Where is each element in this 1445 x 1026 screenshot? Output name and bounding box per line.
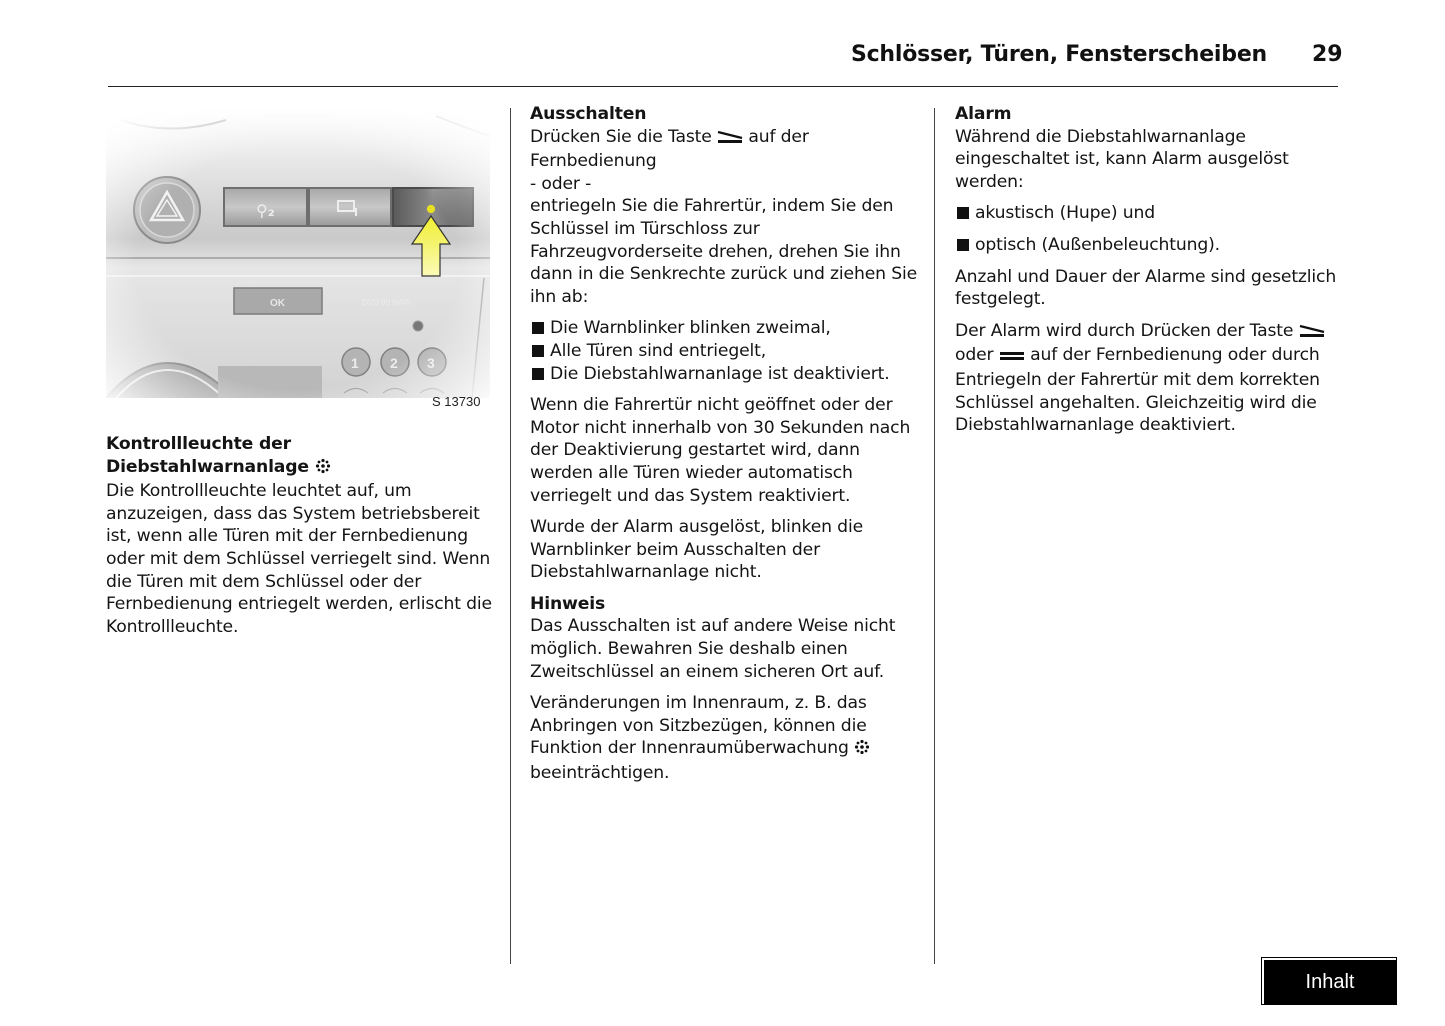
column-1	[106, 433, 496, 647]
contents-button[interactable]: Inhalt	[1262, 958, 1396, 1004]
list-item: akustisch (Hupe) und	[955, 202, 1347, 225]
alarm-type-list	[955, 202, 1347, 256]
lock-key-icon	[999, 346, 1025, 369]
column-divider-right	[934, 108, 935, 964]
kontrollleuchte-text: Die Kontrollleuchte leuchtet auf, um anzuzeigen, dass das System betriebsbereit ist, wenn alle Türen mit der Fernbedienung oder mit dem Schlüssel verriegelt sind. Wenn die Türen mit dem Schlüssel oder der Fernbedienung entriegelt werden, erlischt die Kontrollleuchte.	[106, 481, 492, 637]
note-text: Das Ausschalten ist auf andere Weise nicht möglich. Bewahren Sie deshalb einen Zweitschlüssel an einem sicheren Ort auf.	[530, 616, 896, 682]
ausschalten-alt-text: entriegeln Sie die Fahrertür, indem Sie den Schlüssel im Türschloss zur Fahrzeugvorderseite drehen, drehen Sie ihn dann in die Senkrechte zurück und ziehen Sie ihn ab:	[530, 196, 918, 307]
unlock-key-icon	[1299, 322, 1325, 345]
auto-relock-text: Wenn die Fahrertür nicht geöffnet oder der Motor nicht innerhalb von 30 Sekunden nach der Deaktivierung gestartet wird, dann werden alle Türen wieder automatisch verriegelt und das System reaktiviert.	[530, 395, 911, 506]
column-divider-left	[510, 108, 511, 964]
note-heading: Hinweis	[530, 593, 606, 614]
bullet-square-icon	[532, 368, 544, 380]
alarm-system-icon	[315, 458, 331, 481]
alarm-intro: Während die Diebstahlwarnanlage eingeschaltet ist, kann Alarm ausgelöst werden:	[955, 126, 1289, 192]
or-separator: - oder -	[530, 173, 592, 194]
dashboard-figure	[106, 108, 490, 398]
bullet-square-icon	[532, 345, 544, 357]
column-3	[955, 103, 1347, 446]
bullet-square-icon	[957, 239, 969, 251]
alarm-triggered-text: Wurde der Alarm ausgelöst, blinken die Warnblinker beim Ausschalten der Diebstahlwarnanlage nicht.	[530, 517, 863, 583]
dashboard-illustration	[106, 108, 490, 398]
ausschalten-result-list	[530, 317, 922, 385]
section-heading-alarm: Alarm	[955, 104, 1012, 124]
bullet-square-icon	[957, 207, 969, 219]
bullet-square-icon	[532, 322, 544, 334]
alarm-stop-text: Der Alarm wird durch Drücken der Taste oder auf der Fernbedienung oder durch Entriegeln der Fahrertür mit dem korrekten Schlüssel angehalten. Gleichzeitig wird die Diebstahlwarnanlage deaktiviert.	[955, 320, 1347, 437]
header-rule	[108, 86, 1338, 87]
page-header-title: Schlösser, Türen, Fensterscheiben	[850, 42, 1267, 67]
figure-code: S 13730	[432, 394, 481, 409]
list-item: Alle Türen sind entriegelt,	[530, 340, 922, 363]
list-item: Die Diebstahlwarnanlage ist deaktiviert.	[530, 363, 922, 386]
ausschalten-intro: Drücken Sie die Taste auf der Fernbedienung	[530, 126, 809, 172]
section-heading-kontrollleuchte: Kontrollleuchte der Diebstahlwarnanlage	[106, 433, 496, 480]
interior-changes-text: Veränderungen im Innenraum, z. B. das Anbringen von Sitzbezügen, können die Funktion der Innenraumüberwachung beeinträchtigen.	[530, 692, 922, 784]
page-number: 29	[1312, 42, 1343, 67]
column-2	[530, 103, 922, 794]
list-item: Die Warnblinker blinken zweimal,	[530, 317, 922, 340]
list-item: optisch (Außenbeleuchtung).	[955, 234, 1347, 257]
alarm-system-icon	[854, 739, 870, 762]
alarm-duration-text: Anzahl und Dauer der Alarme sind gesetzlich festgelegt.	[955, 266, 1337, 310]
unlock-key-icon	[717, 128, 743, 151]
section-heading-ausschalten: Ausschalten	[530, 104, 647, 124]
